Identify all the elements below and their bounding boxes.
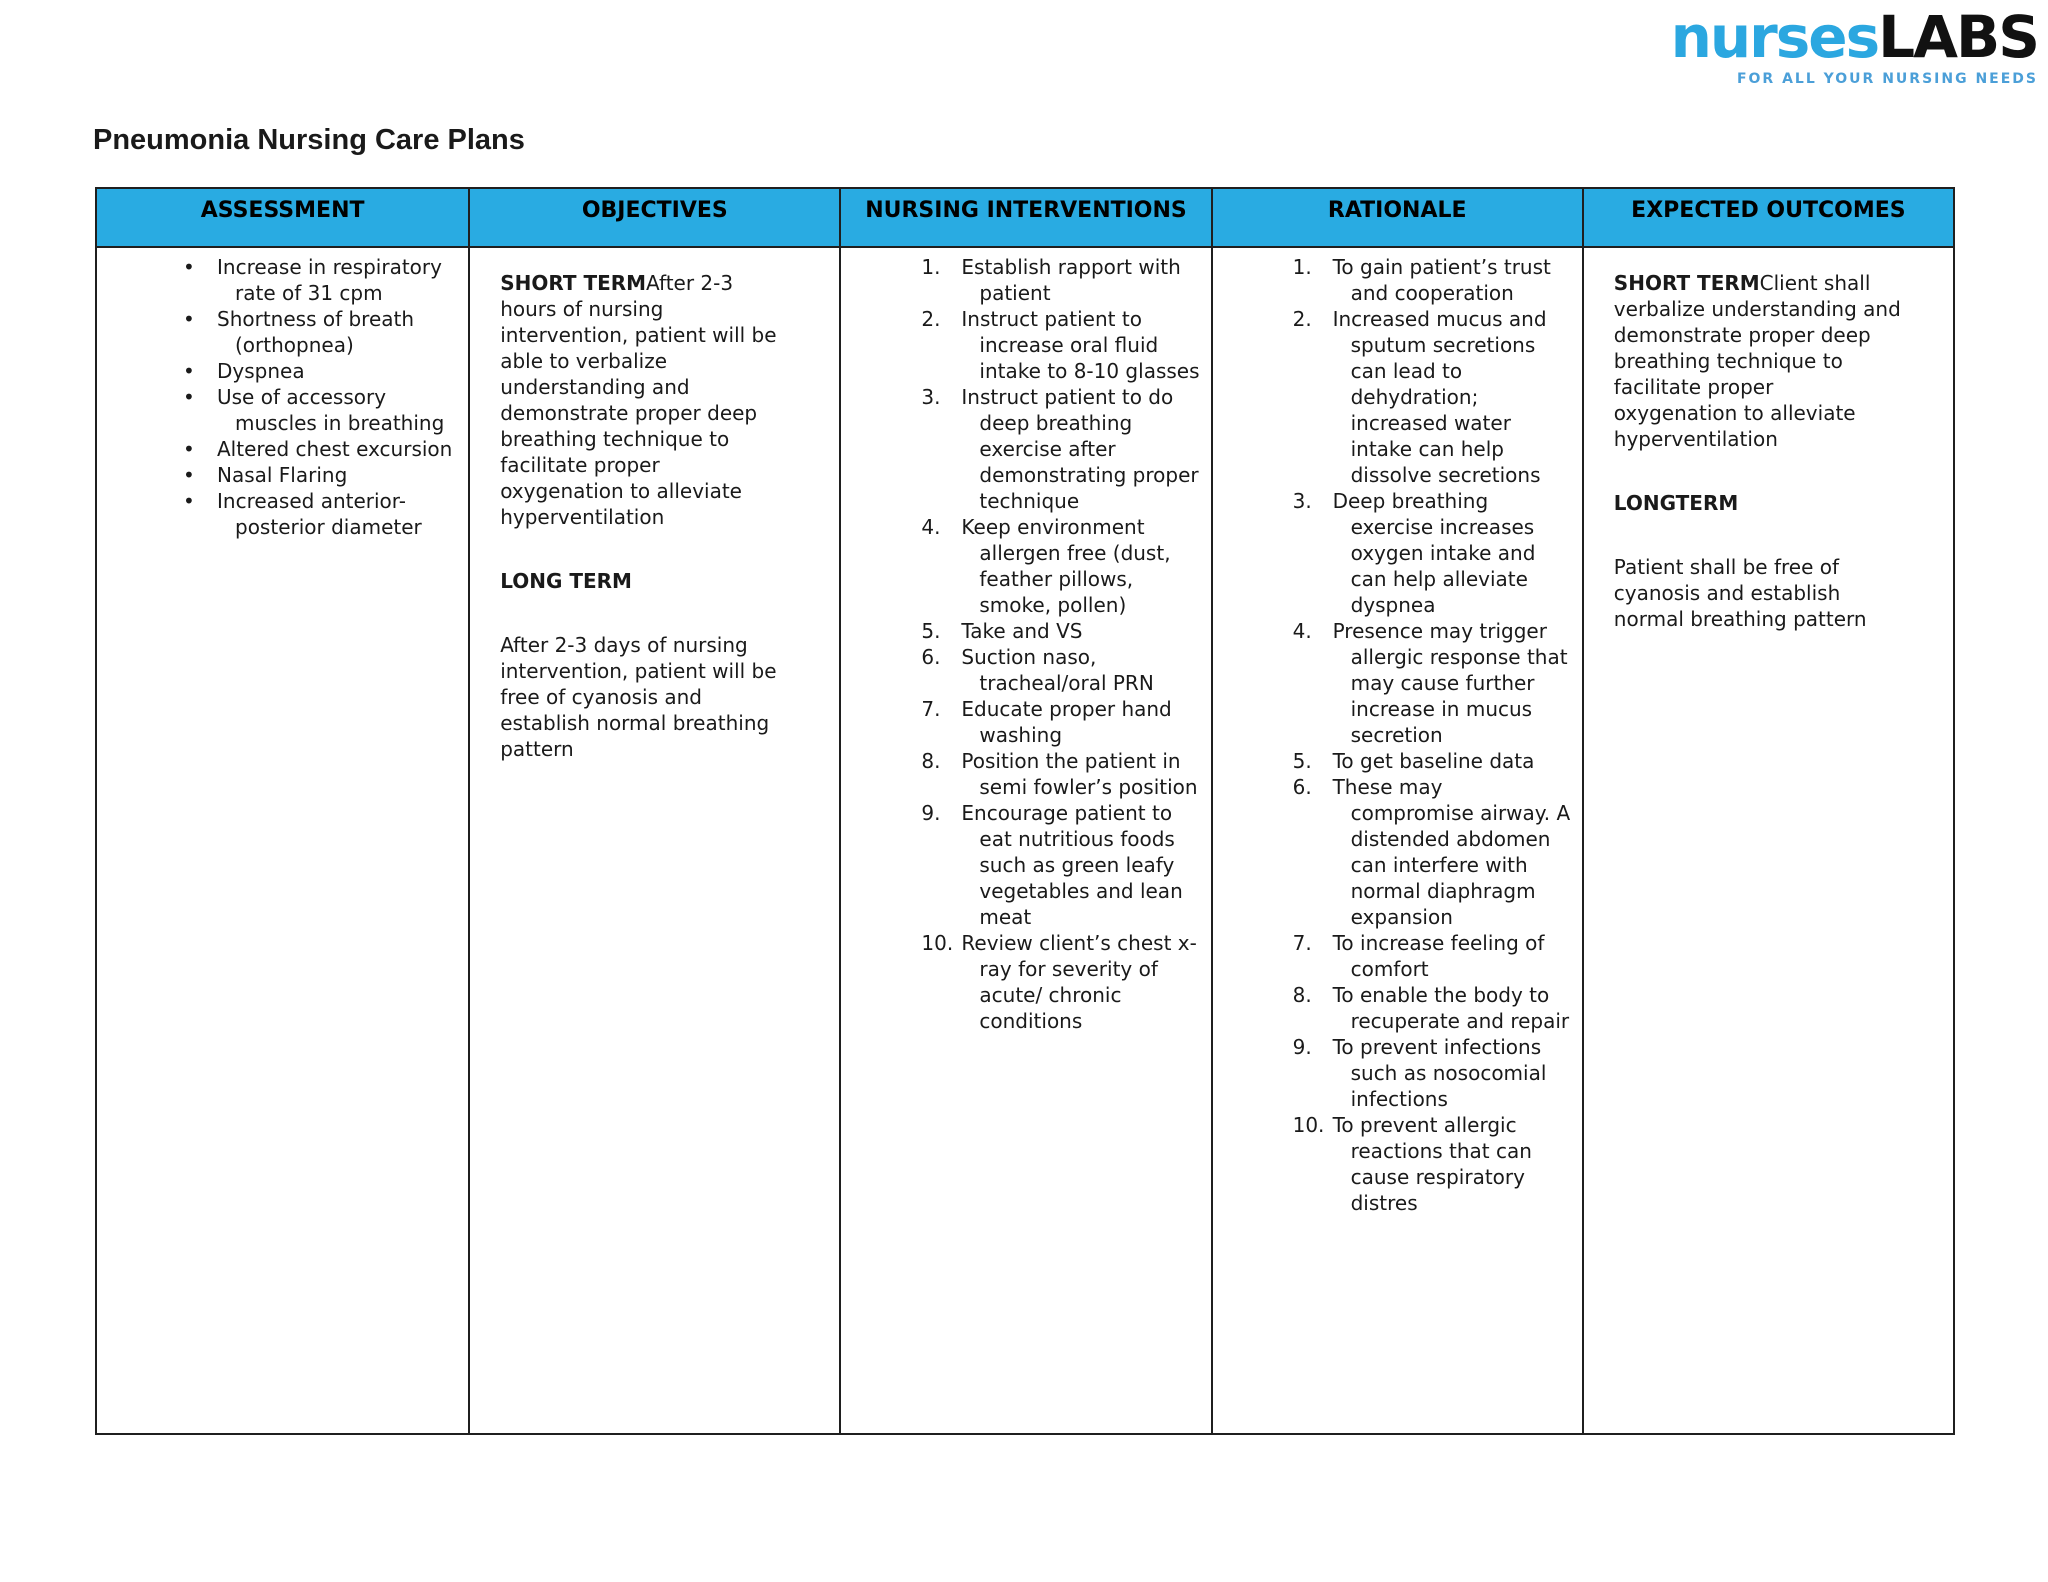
intervention-item: Position the patient in semi fowler’s position [961,749,1198,799]
assessment-bullet: • Nasal Flaring [217,462,458,488]
header-assessment: ASSESSMENT [97,189,468,246]
header-objectives: OBJECTIVES [468,189,839,246]
assessment-bullet-list [105,254,458,540]
interventions-cell [839,248,1210,1433]
intervention-item: Encourage patient to eat nutritious foods such as green leafy vegetables and lean meat [961,801,1183,929]
intervention-item: Instruct patient to do deep breathing exercise after demonstrating proper technique [961,385,1199,513]
assessment-bullet: • Dyspnea [217,358,458,384]
assessment-bullet: • Shortness of breath (orthopnea) [217,306,458,358]
outcomes-cell [1582,248,1953,1433]
logo-text-labs: LABS [1878,3,2038,71]
rationale-item: To enable the body to recuperate and repair [1332,983,1570,1033]
rationale-item: To get baseline data [1332,749,1535,773]
objectives-short-term [500,270,788,530]
intervention-item: Establish rapport with patient [961,255,1181,305]
logo-tagline: FOR ALL YOUR NURSING NEEDS [1736,70,2038,87]
objectives-cell [468,248,839,1433]
rationale-item: Increased mucus and sputum secretions can lead to dehydration; increased water intake can help dissolve secretions [1332,307,1547,487]
rationale-item: These may compromise airway. A distended abdomen can interfere with normal diaphragm expansion [1332,775,1571,929]
table-header-row [97,189,1953,246]
short-term-text: After 2-3 hours of nursing intervention, patient will be able to verbalize understanding and demonstrate proper deep breathing technique to facilitate proper oxygenation to alleviate hyperventilation [500,271,777,529]
assessment-bullet: • Altered chest excursion [217,436,458,462]
long-term-label: LONGTERM [1613,491,1739,515]
rationale-item: To prevent infections such as nosocomial infections [1332,1035,1547,1111]
intervention-item: Review client’s chest x-ray for severity of acute/ chronic conditions [961,931,1197,1033]
intervention-item: Take and VS [961,619,1083,643]
intervention-item: Educate proper hand washing [961,697,1172,747]
intervention-item: Instruct patient to increase oral fluid intake to 8-10 glasses [961,307,1200,383]
rationale-item: Deep breathing exercise increases oxygen intake and can help alleviate dyspnea [1332,489,1536,617]
care-plan-table [95,187,1955,1435]
header-rationale: RATIONALE [1211,189,1582,246]
assessment-bullet: • Use of accessory muscles in breathing [217,384,458,436]
outcomes-short-term [1614,270,1902,452]
logo-wordmark [1670,3,2038,71]
logo-text-nurses: nurses [1670,3,1879,71]
header-nursing-interventions: NURSING INTERVENTIONS [839,189,1210,246]
intervention-item: Suction naso, tracheal/oral PRN [961,645,1154,695]
rationale-item: To prevent allergic reactions that can cause respiratory distres [1332,1113,1532,1215]
short-term-text: Client shall verbalize understanding and demonstrate proper deep breathing technique to facilitate proper oxygenation to alleviate hyperventilation [1613,271,1901,451]
header-expected-outcomes: EXPECTED OUTCOMES [1582,189,1953,246]
assessment-bullet: • Increase in respiratory rate of 31 cpm [217,254,458,306]
page-title: Pneumonia Nursing Care Plans [93,124,525,156]
long-term-text: Patient shall be free of cyanosis and establish normal breathing pattern [1613,555,1867,631]
long-term-text: After 2-3 days of nursing intervention, patient will be free of cyanosis and establish normal breathing pattern [500,633,777,761]
intervention-item: Keep environment allergen free (dust, feather pillows, smoke, pollen) [961,515,1171,617]
long-term-label: LONG TERM [500,569,632,593]
rationale-item: To gain patient’s trust and cooperation [1332,255,1551,305]
short-term-label: SHORT TERM [500,271,647,295]
rationale-cell [1211,248,1582,1433]
rationale-item: To increase feeling of comfort [1332,931,1545,981]
short-term-label: SHORT TERM [1613,271,1760,295]
assessment-bullet: • Increased anterior-posterior diameter [217,488,458,540]
nurseslabs-logo [1670,3,2038,87]
assessment-cell [97,248,468,1433]
rationale-item: Presence may trigger allergic response that may cause further increase in mucus secretion [1332,619,1568,747]
table-body-row [97,246,1953,1433]
rationale-numbered-list [1221,254,1572,1216]
interventions-numbered-list [849,254,1200,1034]
